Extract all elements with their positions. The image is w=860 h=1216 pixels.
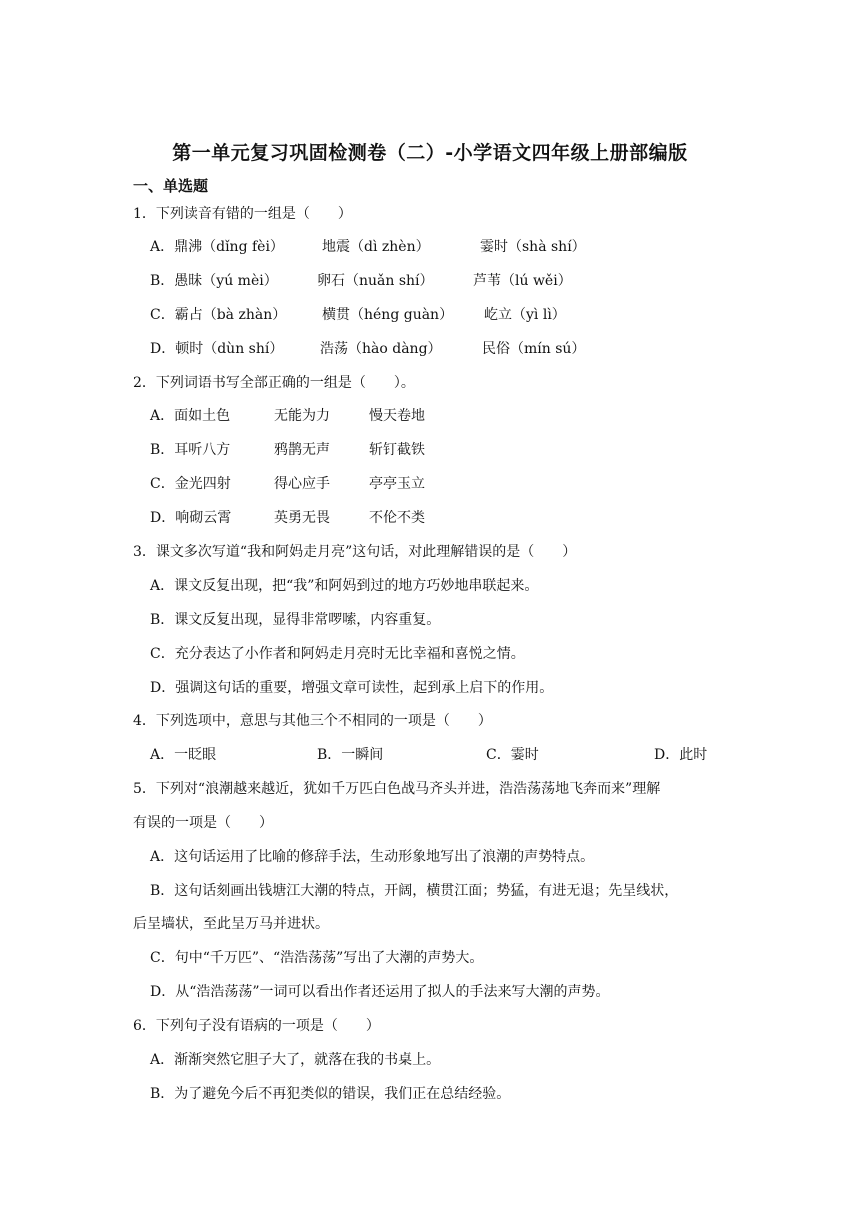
q2-option-d-word3: 不伦不类	[369, 510, 425, 526]
q2-option-b-word2: 鸦鹊无声	[274, 442, 330, 458]
q4-option-b: B．一瞬间	[317, 747, 384, 763]
question-5-stem: 5．下列对“浪潮越来越近，犹如千万匹白色战马齐头并进，浩浩荡荡地飞奔而来”理解	[133, 781, 661, 797]
q5-option-b: B．这句话刻画出钱塘江大潮的特点，开阔，横贯江面；势猛，有进无退；先呈线状，	[150, 883, 679, 899]
question-2-stem: 2．下列词语书写全部正确的一组是（ ）。	[133, 375, 415, 391]
question-1-stem: 1．下列读音有错的一组是（ ）	[133, 206, 352, 222]
q1-option-d-word3: 民俗（mín sú）	[482, 341, 586, 357]
q2-option-b-word3: 斩钉截铁	[369, 442, 425, 458]
question-5-stem-cont: 有误的一项是（ ）	[133, 815, 273, 831]
q3-option-b: B．课文反复出现，显得非常啰嗦，内容重复。	[150, 612, 441, 628]
q1-option-a: A．鼎沸（dǐng fèi）	[150, 239, 284, 255]
question-6-stem: 6．下列句子没有语病的一项是（ ）	[133, 1018, 380, 1034]
question-4-stem: 4．下列选项中，意思与其他三个不相同的一项是（ ）	[133, 713, 492, 729]
question-3-stem: 3．课文多次写道“我和阿妈走月亮”这句话，对此理解错误的是（ ）	[133, 544, 577, 560]
q1-option-c: C．霸占（bà zhàn）	[150, 307, 287, 323]
q2-option-a-word2: 无能为力	[274, 408, 330, 424]
q2-option-d-word2: 英勇无畏	[274, 510, 330, 526]
q6-option-b: B．为了避免今后不再犯类似的错误，我们正在总结经验。	[150, 1086, 511, 1102]
q1-option-d: D．顿时（dùn shí）	[150, 341, 284, 357]
q1-option-a-word2: 地震（dì zhèn）	[322, 239, 430, 255]
section-heading: 一、单选题	[133, 177, 209, 195]
q2-option-c-word2: 得心应手	[274, 476, 330, 492]
q1-option-b-word3: 芦苇（lú wěi）	[473, 273, 572, 289]
q3-option-c: C．充分表达了小作者和阿妈走月亮时无比幸福和喜悦之情。	[150, 646, 525, 662]
q4-option-c: C．霎时	[486, 747, 539, 763]
q5-option-b-cont: 后呈墙状，至此呈万马并进状。	[133, 916, 329, 932]
page-title: 第一单元复习巩固检测卷（二）-小学语文四年级上册部编版	[172, 142, 688, 164]
q1-option-c-word3: 屹立（yì lì）	[484, 307, 566, 323]
q4-option-d: D．此时	[654, 747, 708, 763]
q2-option-c-word3: 亭亭玉立	[369, 476, 425, 492]
q6-option-a: A．渐渐突然它胆子大了，就落在我的书桌上。	[150, 1052, 441, 1068]
q4-option-a: A．一眨眼	[150, 747, 217, 763]
q1-option-d-word2: 浩荡（hào dàng）	[320, 341, 442, 357]
q3-option-a: A．课文反复出现，把“我”和阿妈到过的地方巧妙地串联起来。	[150, 578, 539, 594]
q3-option-d: D．强调这句话的重要，增强文章可读性，起到承上启下的作用。	[150, 680, 554, 696]
q2-option-a: A．面如土色	[150, 408, 231, 424]
q1-option-b: B．愚昧（yú mèi）	[150, 273, 278, 289]
q5-option-a: A．这句话运用了比喻的修辞手法，生动形象地写出了浪潮的声势特点。	[150, 849, 595, 865]
q5-option-c: C．句中“千万匹”、“浩浩荡荡”写出了大潮的声势大。	[150, 950, 484, 966]
q2-option-c: C．金光四射	[150, 476, 231, 492]
q1-option-c-word2: 横贯（héng guàn）	[322, 307, 454, 323]
q2-option-a-word3: 慢天卷地	[369, 408, 425, 424]
q5-option-d: D．从“浩浩荡荡”一词可以看出作者还运用了拟人的手法来写大潮的声势。	[150, 984, 610, 1000]
q2-option-b: B．耳听八方	[150, 442, 231, 458]
q1-option-b-word2: 卵石（nuǎn shí）	[317, 273, 434, 289]
q1-option-a-word3: 霎时（shà shí）	[480, 239, 586, 255]
q2-option-d: D．响砌云霄	[150, 510, 232, 526]
